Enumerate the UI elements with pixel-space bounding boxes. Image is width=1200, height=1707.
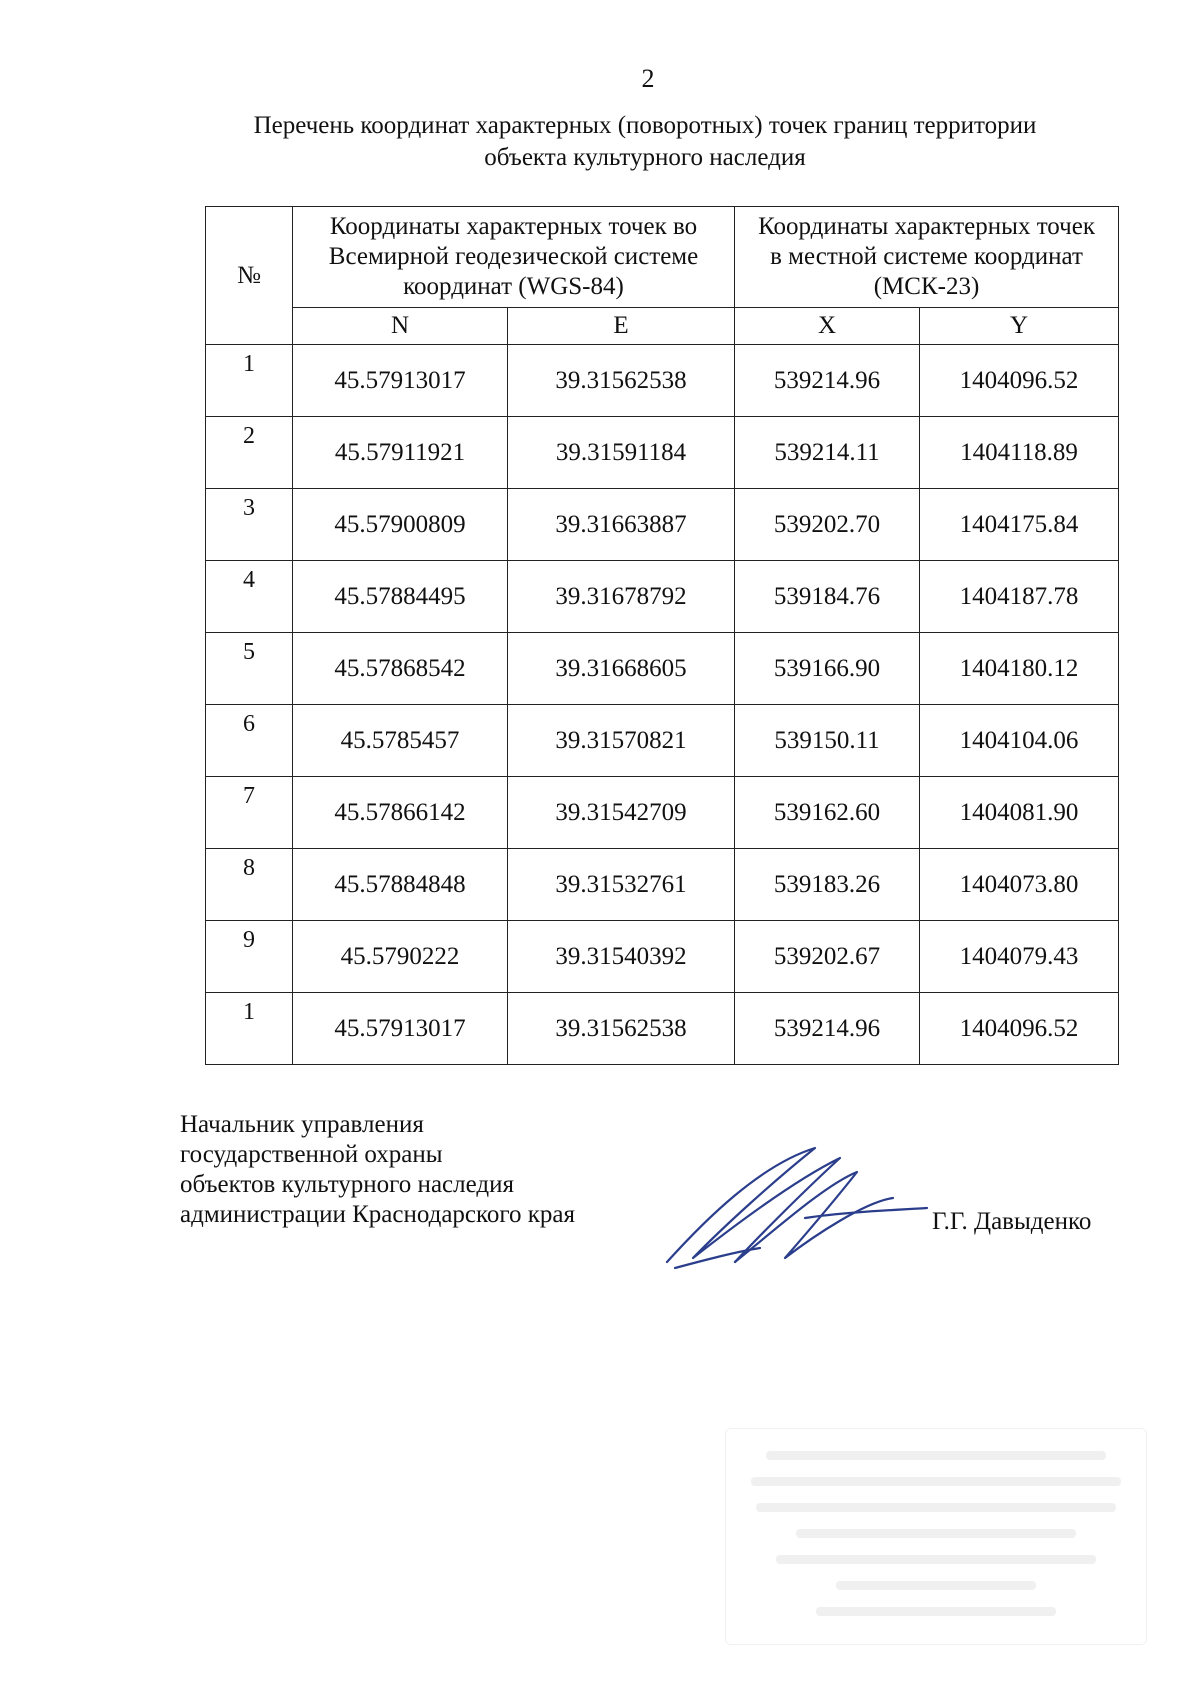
table-row: [206, 633, 1119, 705]
header-e: E: [508, 308, 735, 345]
cell-y: 1404180.12: [920, 633, 1119, 705]
cell-e: 39.31562538: [508, 993, 735, 1065]
cell-x: 539214.96: [735, 345, 920, 417]
cell-e: 39.31532761: [508, 849, 735, 921]
cell-y: 1404187.78: [920, 561, 1119, 633]
handwritten-signature: [665, 1140, 930, 1280]
cell-x: 539166.90: [735, 633, 920, 705]
cell-y: 1404081.90: [920, 777, 1119, 849]
cell-y: 1404104.06: [920, 705, 1119, 777]
page-number: 2: [641, 64, 655, 93]
title-line-2: объекта культурного наследия: [484, 144, 806, 171]
signatory-position-line: государственной охраны: [180, 1141, 443, 1168]
table-row: [206, 777, 1119, 849]
header-n: N: [293, 308, 508, 345]
signatory-name: Г.Г. Давыденко: [932, 1208, 1092, 1235]
cell-point-number: 3: [206, 489, 293, 561]
cell-n: 45.57868542: [293, 633, 508, 705]
cell-n: 45.57884848: [293, 849, 508, 921]
cell-n: 45.57900809: [293, 489, 508, 561]
signatory-position-line: администрации Краснодарского края: [180, 1201, 576, 1228]
table-header-row: [206, 207, 1119, 308]
faded-stamp: [725, 1428, 1147, 1645]
cell-e: 39.31570821: [508, 705, 735, 777]
cell-e: 39.31562538: [508, 345, 735, 417]
cell-point-number: 8: [206, 849, 293, 921]
cell-e: 39.31668605: [508, 633, 735, 705]
cell-point-number: 6: [206, 705, 293, 777]
cell-n: 45.57866142: [293, 777, 508, 849]
cell-x: 539214.96: [735, 993, 920, 1065]
cell-e: 39.31663887: [508, 489, 735, 561]
header-wgs84-group: Координаты характерных точек во Всемирной геодезической системе координат (WGS-84): [293, 207, 735, 308]
coordinates-table: [205, 206, 1119, 1065]
cell-n: 45.57884495: [293, 561, 508, 633]
cell-point-number: 7: [206, 777, 293, 849]
table-row: [206, 993, 1119, 1065]
table-row: [206, 489, 1119, 561]
table-row: [206, 345, 1119, 417]
cell-x: 539202.67: [735, 921, 920, 993]
header-number: №: [206, 207, 293, 345]
cell-e: 39.31540392: [508, 921, 735, 993]
cell-n: 45.57913017: [293, 345, 508, 417]
cell-e: 39.31542709: [508, 777, 735, 849]
table-row: [206, 921, 1119, 993]
cell-n: 45.57911921: [293, 417, 508, 489]
table-row: [206, 705, 1119, 777]
signatory-position: [180, 1110, 575, 1230]
cell-x: 539214.11: [735, 417, 920, 489]
cell-y: 1404118.89: [920, 417, 1119, 489]
table-row: [206, 561, 1119, 633]
header-msk23-group: Координаты характерных точек в местной системе координат (МСК-23): [735, 207, 1119, 308]
cell-point-number: 2: [206, 417, 293, 489]
cell-n: 45.5785457: [293, 705, 508, 777]
cell-e: 39.31678792: [508, 561, 735, 633]
cell-point-number: 9: [206, 921, 293, 993]
signatory-position-line: Начальник управления: [180, 1111, 424, 1138]
cell-y: 1404175.84: [920, 489, 1119, 561]
cell-n: 45.5790222: [293, 921, 508, 993]
cell-point-number: 1: [206, 345, 293, 417]
cell-x: 539202.70: [735, 489, 920, 561]
cell-y: 1404096.52: [920, 345, 1119, 417]
cell-point-number: 4: [206, 561, 293, 633]
cell-point-number: 5: [206, 633, 293, 705]
cell-y: 1404073.80: [920, 849, 1119, 921]
header-x: X: [735, 308, 920, 345]
cell-e: 39.31591184: [508, 417, 735, 489]
cell-x: 539183.26: [735, 849, 920, 921]
cell-x: 539162.60: [735, 777, 920, 849]
header-y: Y: [920, 308, 1119, 345]
table-subheader-row: [206, 308, 1119, 345]
cell-y: 1404079.43: [920, 921, 1119, 993]
signatory-position-line: объектов культурного наследия: [180, 1171, 514, 1198]
document-title: [150, 110, 1140, 174]
title-line-1: Перечень координат характерных (поворотных) точек границ территории: [253, 112, 1037, 139]
cell-point-number: 1: [206, 993, 293, 1065]
cell-n: 45.57913017: [293, 993, 508, 1065]
cell-x: 539184.76: [735, 561, 920, 633]
table-row: [206, 849, 1119, 921]
cell-x: 539150.11: [735, 705, 920, 777]
cell-y: 1404096.52: [920, 993, 1119, 1065]
table-row: [206, 417, 1119, 489]
